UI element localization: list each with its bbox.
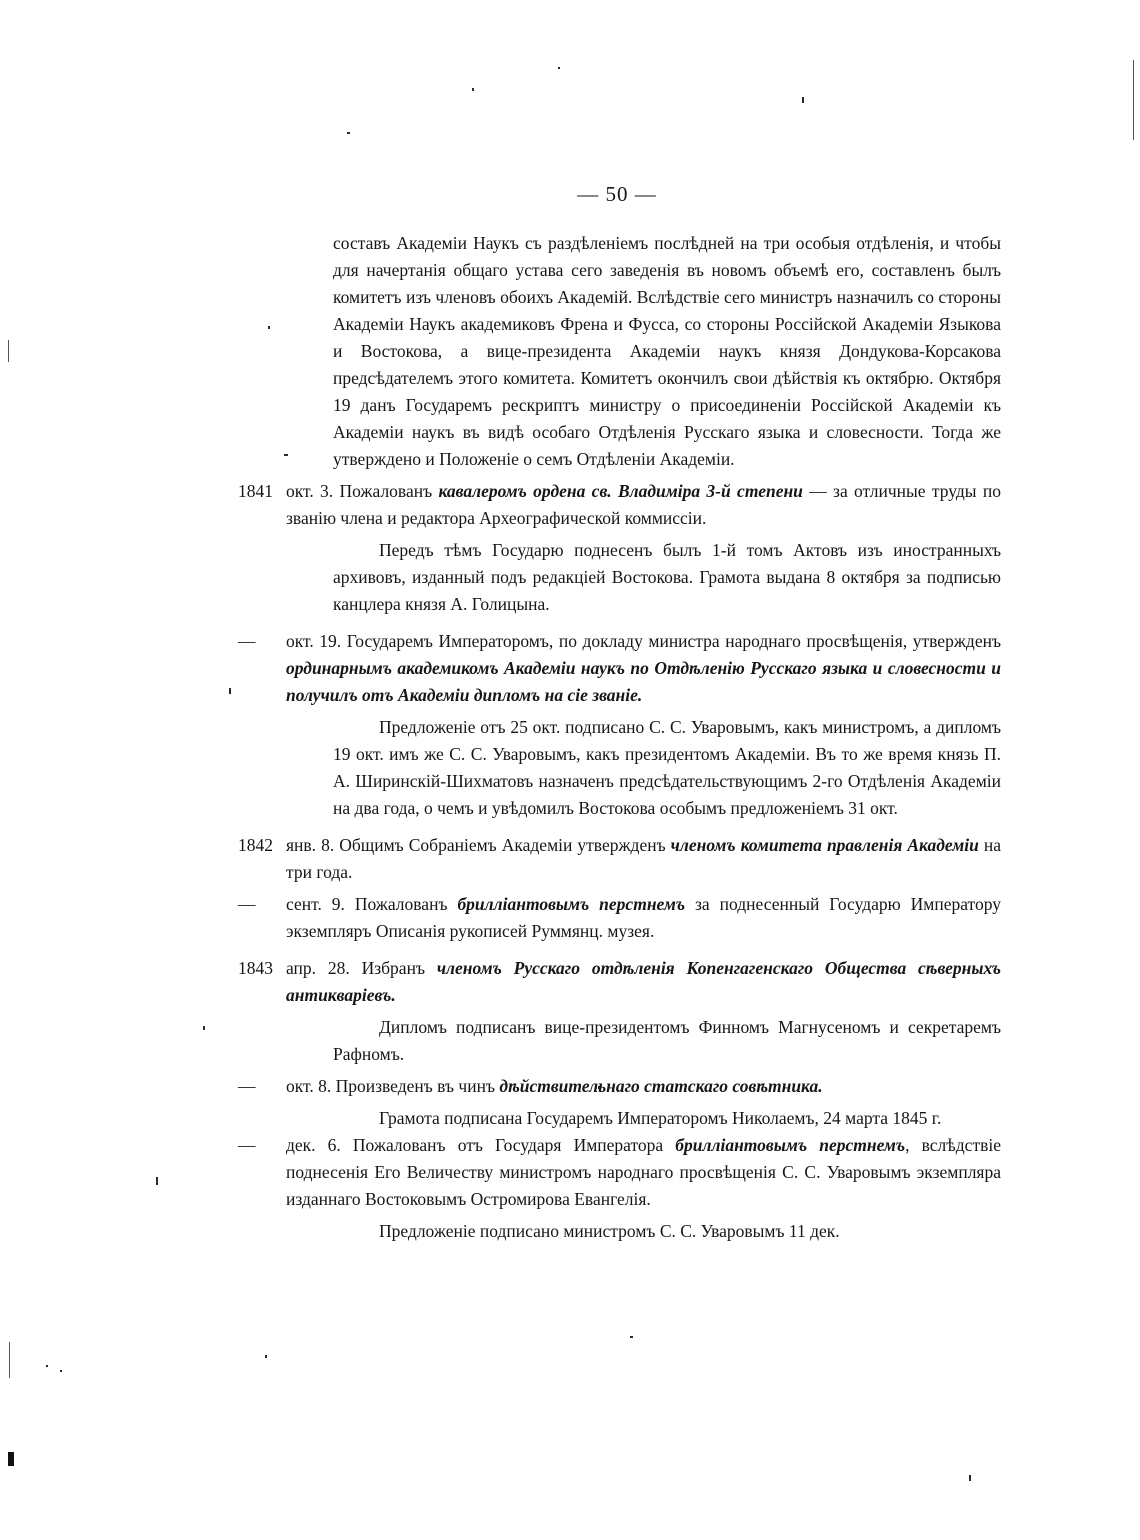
entry-text: апр. 28. Избранъ	[286, 958, 437, 978]
entry-emphasis: брилліантовымъ перстнемъ	[675, 1135, 906, 1155]
entry-text: окт. 3. Пожалованъ	[286, 481, 439, 501]
scan-edge-line	[9, 1342, 10, 1378]
entry-year: 1842	[238, 835, 273, 855]
entry-emphasis: ординарнымъ академикомъ Академіи наукъ по Отдѣленію Русскаго языка и словесности и получилъ отъ Академіи дипломъ на сіе званіе.	[286, 658, 1001, 705]
scan-speck	[802, 97, 804, 103]
page-body	[0, 230, 1140, 1245]
entry-emphasis: брилліантовымъ перстнемъ	[457, 894, 686, 914]
scan-speck	[60, 1370, 62, 1372]
entry-note: Дипломъ подписанъ вице-президентомъ Финномъ Магнусеномъ и секретаремъ Рафномъ.	[333, 1017, 1001, 1064]
chronology-entry	[0, 955, 1001, 1009]
entry-text: — за отличные труды по званію члена и редактора Археографической коммиссіи.	[286, 481, 1001, 528]
entry-emphasis: кавалеромъ ордена св. Владиміра 3-й степени	[438, 481, 803, 501]
entry-emphasis: членомъ комитета правленія Академіи	[670, 835, 979, 855]
entry-dash: —	[238, 894, 256, 914]
chronology-entry	[0, 628, 1001, 709]
scan-speck	[558, 67, 560, 69]
chronology-entry	[0, 478, 1001, 532]
entry-text: окт. 19. Государемъ Императоромъ, по докладу министра народнаго просвѣщенія, утвержденъ	[286, 631, 1001, 651]
entry-note: Грамота подписана Государемъ Императоромъ Николаемъ, 24 марта 1845 г.	[379, 1108, 942, 1128]
scan-speck	[265, 1355, 267, 1358]
scan-speck	[969, 1475, 971, 1481]
entry-dash: —	[238, 1076, 256, 1096]
scan-edge-line	[1133, 60, 1134, 140]
entry-note: Предложеніе отъ 25 окт. подписано С. С. Уваровымъ, какъ министромъ, а дипломъ 19 окт. имъ же С. С. Уваровымъ, какъ президентомъ Академіи. Въ то же время князь П. А. Ширинскій-Шихматовъ назначенъ предсѣдательствующимъ 2-го Отдѣленія Академіи на два года, о чемъ и увѣдомилъ Востокова особымъ предложеніемъ 31 окт.	[333, 717, 1001, 818]
chronology-entry	[0, 1132, 1001, 1213]
entry-text: окт. 8. Произведенъ въ чинъ	[286, 1076, 500, 1096]
scan-speck	[630, 1336, 633, 1338]
page-number: — 50 —	[577, 182, 657, 206]
chronology-entry	[0, 1073, 1001, 1100]
entry-year: 1841	[238, 481, 273, 501]
entry-dash: —	[238, 631, 256, 651]
entry-dash: —	[238, 1135, 256, 1155]
entry-note: Передъ тѣмъ Государю поднесенъ былъ 1-й томъ Актовъ изъ иностранныхъ архивовъ, изданный подъ редакціей Востокова. Грамота выдана 8 октября за подписью канцлера князя А. Голицына.	[333, 540, 1001, 614]
entry-text: за поднесенный Государю Императору экземпляръ Описанія рукописей Руммянц. музея.	[286, 894, 1001, 941]
scan-speck	[472, 88, 474, 91]
entry-emphasis: членомъ Русскаго отдѣленія Копенгагенскаго Общества сѣверныхъ антикваріевъ.	[286, 958, 1001, 1005]
chronology-entry	[0, 891, 1001, 945]
entry-text: , вслѣдствіе поднесенія Его Величеству министромъ народнаго просвѣщенія С. С. Уваровымъ экземпляра изданнаго Востоковымъ Остромирова Евангелія.	[286, 1135, 1001, 1209]
scan-speck	[8, 1452, 14, 1466]
entry-emphasis: дѣйствительнаго статскаго совѣтника.	[499, 1076, 823, 1096]
entry-year: 1843	[238, 958, 273, 978]
entry-text: сент. 9. Пожалованъ	[286, 894, 458, 914]
entry-text: на три года.	[286, 835, 1001, 882]
entry-note: Предложеніе подписано министромъ С. С. Уваровымъ 11 дек.	[379, 1221, 840, 1241]
chronology-entry	[0, 832, 1001, 886]
scan-speck	[46, 1365, 48, 1367]
continuation-paragraph: составъ Академіи Наукъ съ раздѣленіемъ послѣдней на три особыя отдѣленія, и чтобы для начертанія общаго устава сего заведенія въ новомъ объемѣ его, составленъ былъ комитетъ изъ членовъ обоихъ Академій. Вслѣдствіе сего министръ назначилъ со стороны Академіи Наукъ академиковъ Френа и Фусса, со стороны Россійской Академіи Языкова и Востокова, а вице-президента Академіи наукъ князя Дондукова-Корсакова предсѣдателемъ этого комитета. Комитетъ окончилъ свои дѣйствія къ октябрю. Октября 19 данъ Государемъ рескриптъ министру о присоединеніи Россійской Академіи къ Академіи наукъ въ видѣ особаго Отдѣленія Русскаго языка и словесности. Тогда же утверждено и Положеніе о семъ Отдѣленіи Академіи.	[333, 233, 1001, 469]
entry-text: дек. 6. Пожалованъ отъ Государя Императора	[286, 1135, 676, 1155]
entry-text: янв. 8. Общимъ Собраніемъ Академіи утвержденъ	[286, 835, 671, 855]
scan-speck	[347, 132, 350, 134]
